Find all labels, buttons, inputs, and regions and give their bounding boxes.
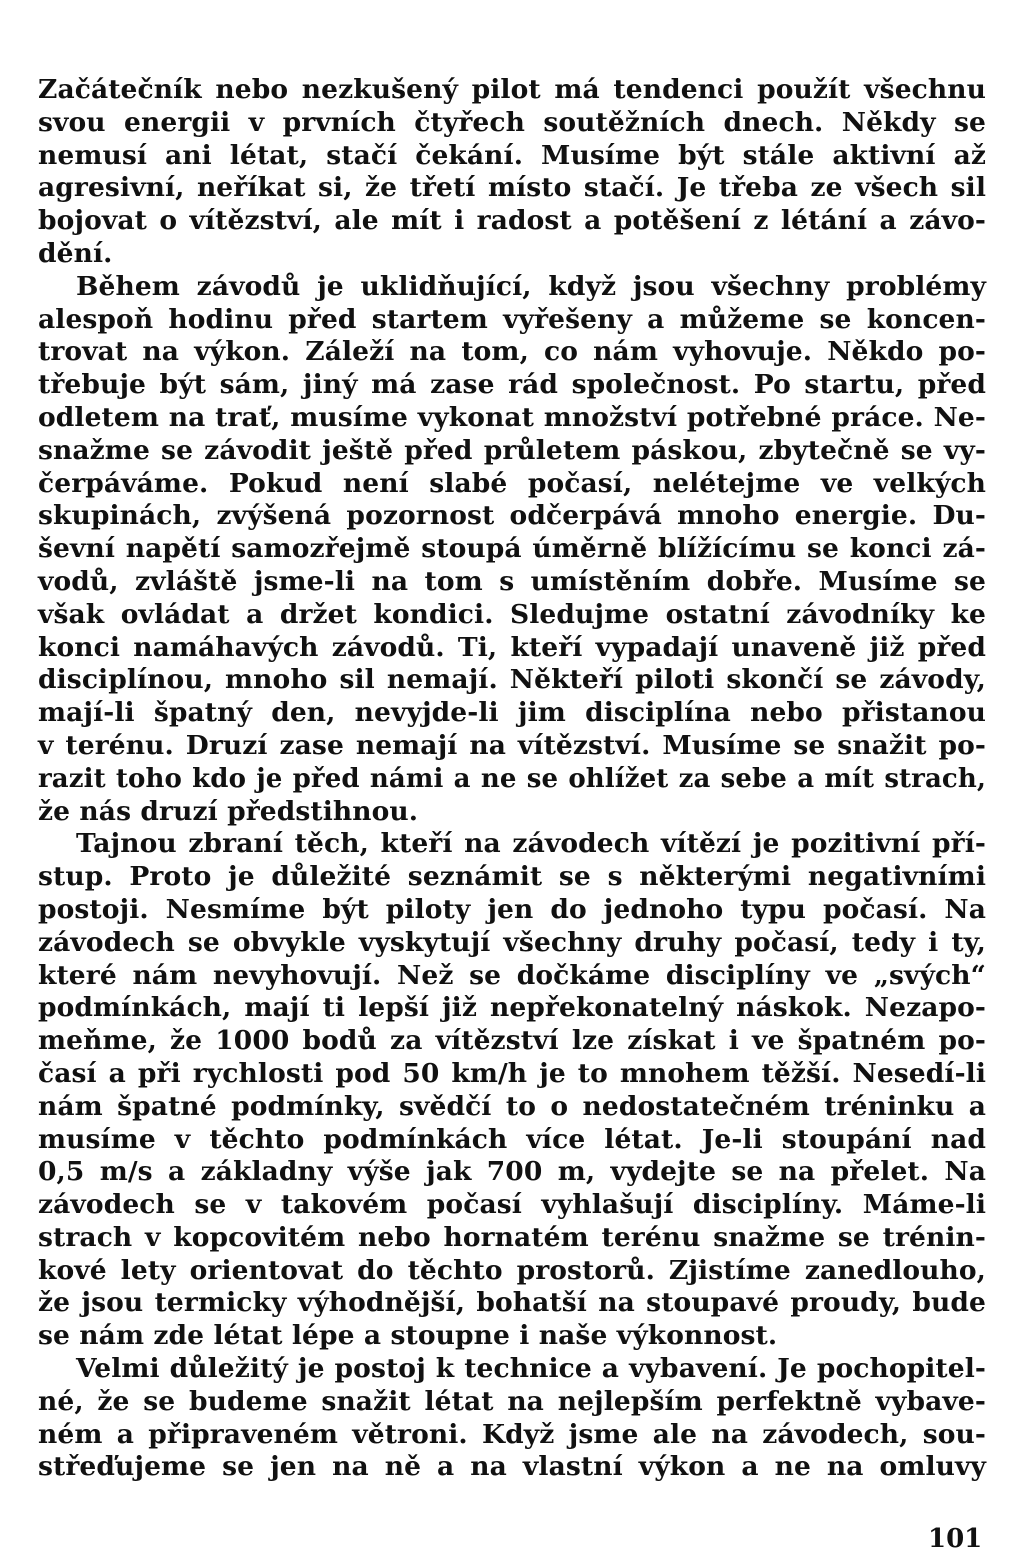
text-line: svou energii v prvních čtyřech soutěžních dnech. Někdy se — [38, 106, 986, 138]
text-line: dění. — [38, 237, 113, 269]
text-line: Velmi důležitý je postoj k technice a vybavení. Je pochopitel- — [76, 1353, 986, 1385]
text-line: závodech se v takovém počasí vyhlašují disciplíny. Máme-li — [38, 1189, 986, 1221]
text-line: odletem na trať, musíme vykonat množství potřebné práce. Ne- — [38, 401, 986, 433]
text-line: né, že se budeme snažit létat na nejlepším perfektně vybave- — [38, 1385, 986, 1417]
text-line: v terénu. Druzí zase nemají na vítězství. Musíme se snažit po- — [38, 729, 986, 761]
text-line: Během závodů je uklidňující, když jsou všechny problémy — [76, 270, 986, 302]
text-line: které nám nevyhovují. Než se dočkáme disciplíny ve „svých“ — [38, 959, 986, 991]
text-line: postoji. Nesmíme být piloty jen do jednoho typu počasí. Na — [38, 893, 986, 925]
text-line: 0,5 m/s a základny výše jak 700 m, vydejte se na přelet. Na — [38, 1156, 986, 1188]
text-line: strach v kopcovitém nebo hornatém terénu snažme se trénin- — [38, 1221, 986, 1253]
text-line: konci namáhavých závodů. Ti, kteří vypadají unaveně již před — [38, 631, 986, 663]
text-line: alespoň hodinu před startem vyřešeny a můžeme se koncen- — [38, 303, 986, 335]
text-line: závodech se obvykle vyskytují všechny druhy počasí, tedy i ty, — [38, 926, 986, 958]
text-line: časí a při rychlosti pod 50 km/h je to mnohem těžší. Nesedí-li — [38, 1057, 986, 1089]
text-line: vodů, zvláště jsme-li na tom s umístěním dobře. Musíme se — [38, 565, 986, 597]
text-line: musíme v těchto podmínkách více létat. Je-li stoupání nad — [38, 1123, 986, 1155]
text-line: podmínkách, mají ti lepší již nepřekonatelný náskok. Nezapo- — [38, 992, 986, 1024]
text-line: Začátečník nebo nezkušený pilot má tendenci použít všechnu — [38, 74, 986, 105]
text-line: agresivní, neříkat si, že třetí místo stačí. Je třeba ze všech sil — [38, 172, 986, 204]
text-line: že nás druzí předstihnou. — [38, 795, 419, 827]
text-line: však ovládat a držet kondici. Sledujme ostatní závodníky ke — [38, 598, 986, 630]
text-line: skupinách, zvýšená pozornost odčerpává mnoho energie. Du- — [38, 500, 986, 532]
text-line: Tajnou zbraní těch, kteří na závodech vítězí je pozitivní pří- — [76, 828, 986, 860]
text-line: střeďujeme se jen na ně a na vlastní výkon a ne na omluvy — [38, 1451, 986, 1483]
text-line: že jsou termicky výhodnější, bohatší na stoupavé proudy, bude — [38, 1287, 986, 1319]
text-line: ném a připraveném větroni. Když jsme ale na závodech, sou- — [38, 1418, 986, 1450]
text-line: snažme se závodit ještě před průletem páskou, zbytečně se vy- — [38, 434, 986, 466]
page-number: 101 — [928, 1524, 983, 1554]
text-line: stup. Proto je důležité seznámit se s některými negativními — [38, 861, 986, 893]
text-line: čerpáváme. Pokud není slabé počasí, nelétejme ve velkých — [38, 467, 986, 499]
body-text — [38, 74, 986, 1484]
text-line: bojovat o vítězství, ale mít i radost a potěšení z létání a závo- — [38, 205, 986, 237]
text-line: nám špatné podmínky, svědčí to o nedostatečném tréninku a — [38, 1090, 986, 1122]
text-line: trovat na výkon. Záleží na tom, co nám vyhovuje. Někdo po- — [38, 336, 986, 368]
text-line: nemusí ani létat, stačí čekání. Musíme být stále aktivní až — [38, 139, 986, 171]
text-line: mají-li špatný den, nevyjde-li jim disciplína nebo přistanou — [38, 697, 986, 729]
text-line: kové lety orientovat do těchto prostorů. Zjistíme zanedlouho, — [38, 1254, 986, 1286]
text-line: ševní napětí samozřejmě stoupá úměrně blížícímu se konci zá- — [38, 533, 986, 565]
text-line: třebuje být sám, jiný má zase rád společnost. Po startu, před — [38, 369, 986, 401]
text-line: meňme, že 1000 bodů za vítězství lze získat i ve špatném po- — [38, 1025, 986, 1057]
text-line: disciplínou, mnoho sil nemají. Někteří piloti skončí se závody, — [38, 664, 986, 696]
text-line: razit toho kdo je před námi a ne se ohlížet za sebe a mít strach, — [38, 763, 986, 794]
text-line: se nám zde létat lépe a stoupne i naše výkonnost. — [38, 1320, 778, 1352]
